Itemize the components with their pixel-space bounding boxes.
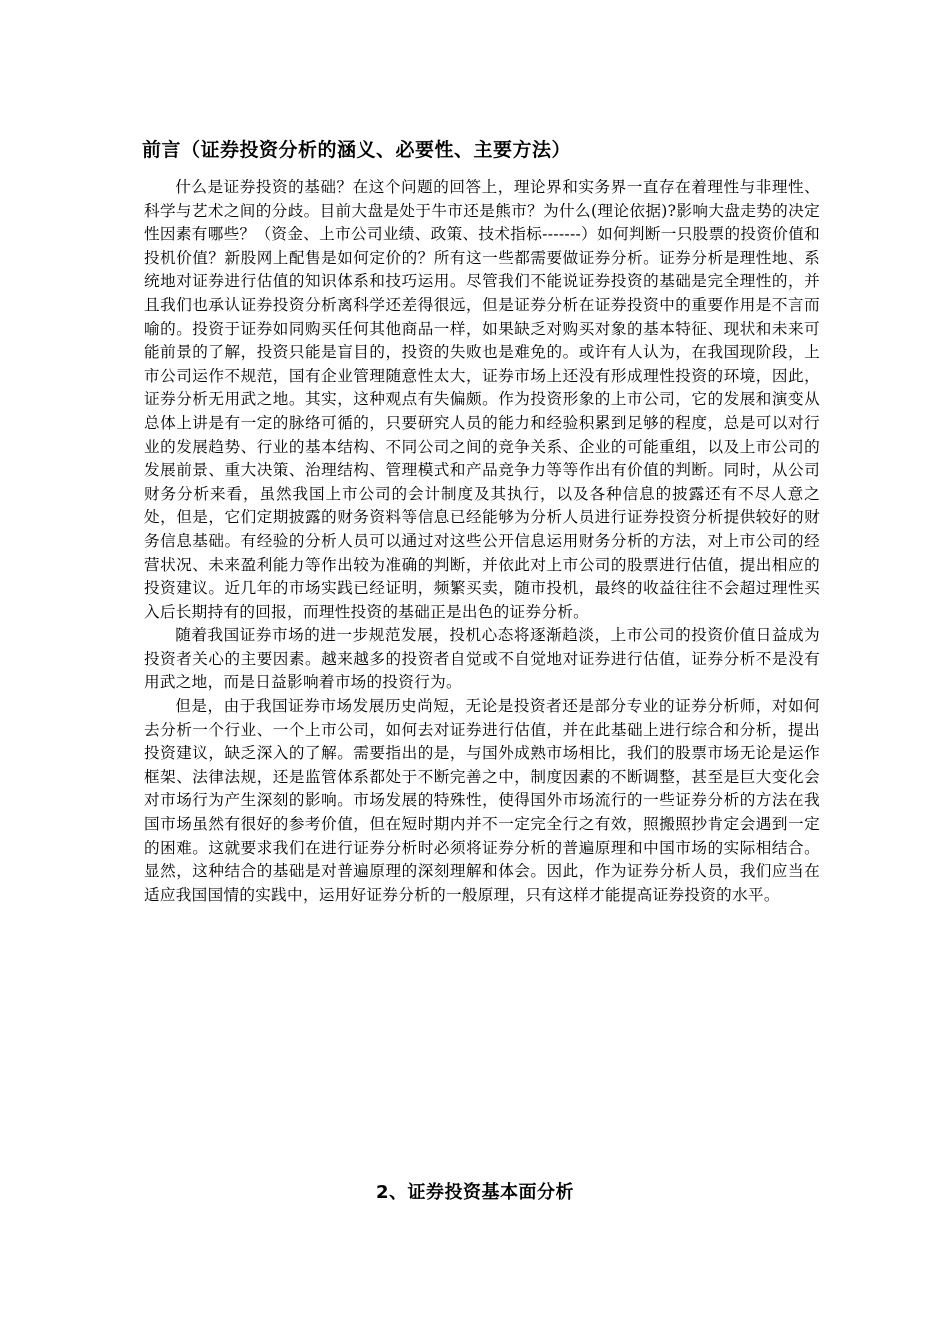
preface-body: [144, 176, 820, 907]
preface-heading: 前言（证券投资分析的涵义、必要性、主要方法）: [142, 139, 572, 161]
paragraph-2: 随着我国证券市场的进一步规范发展，投机心态将逐渐趋淡，上市公司的投资价值日益成为投资者关心的主要因素。越来越多的投资者自觉或不自觉地对证券进行估值，证券分析不是没有用武之地，而是日益影响着市场的投资行为。: [144, 626, 820, 692]
section-title: 2、证券投资基本面分析: [375, 1182, 575, 1203]
paragraph-1: 什么是证券投资的基础？在这个问题的回答上，理论界和实务界一直存在着理性与非理性、科学与艺术之间的分歧。目前大盘是处于牛市还是熊市？为什么(理论依据)?影响大盘走势的决定性因素有哪些？（资金、上市公司业绩、政策、技术指标-------）如何判断一只股票的投资价值和投机价值？新股网上配售是如何定价的？所有这一些都需要做证券分析。证券分析是理性地、系统地对证券进行估值的知识体系和技巧运用。尽管我们不能说证券投资的基础是完全理性的，并且我们也承认证券投资分析离科学还差得很远，但是证券分析在证券投资中的重要作用是不言而喻的。投资于证券如同购买任何其他商品一样，如果缺乏对购买对象的基本特征、现状和未来可能前景的了解，投资只能是盲目的，投资的失败也是难免的。或许有人认为，在我国现阶段，上市公司运作不规范，国有企业管理随意性太大，证券市场上还没有形成理性投资的环境，因此，证券分析无用武之地。其实，这种观点有失偏颇。作为投资形象的上市公司，它的发展和演变从总体上讲是有一定的脉络可循的，只要研究人员的能力和经验积累到足够的程度，总是可以对行业的发展趋势、行业的基本结构、不同公司之间的竞争关系、企业的可能重组，以及上市公司的发展前景、重大决策、治理结构、管理模式和产品竞争力等等作出有价值的判断。同时，从公司财务分析来看，虽然我国上市公司的会计制度及其执行，以及各种信息的披露还有不尽人意之处，但是，它们定期披露的财务资料等信息已经能够为分析人员进行证券投资分析提供较好的财务信息基础。有经验的分析人员可以通过对这些公开信息运用财务分析的方法，对上市公司的经营状况、未来盈利能力等作出较为准确的判断，并依此对上市公司的股票进行估值，提出相应的投资建议。近几年的市场实践已经证明，频繁买卖，随市投机，最终的收益往往不会超过理性买入后长期持有的回报，而理性投资的基础正是出色的证券分析。: [144, 178, 820, 621]
paragraph-3: 但是，由于我国证券市场发展历史尚短，无论是投资者还是部分专业的证券分析师，对如何去分析一个行业、一个上市公司，如何去对证券进行估值，并在此基础上进行综合和分析，提出投资建议，缺乏深入的了解。需要指出的是，与国外成熟市场相比，我们的股票市场无论是运作框架、法律法规，还是监管体系都处于不断完善之中，制度因素的不断调整，甚至是巨大变化会对市场行为产生深刻的影响。市场发展的特殊性，使得国外市场流行的一些证券分析的方法在我国市场虽然有很好的参考价值，但在短时期内并不一定完全行之有效，照搬照抄肯定会遇到一定的困难。这就要求我们在进行证券分析时必须将证券分析的普遍原理和中国市场的实际相结合。显然，这种结合的基础是对普遍原理的深刻理解和体会。因此，作为证券分析人员，我们应当在适应我国国情的实践中，运用好证券分析的一般原理，只有这样才能提高证券投资的水平。: [144, 697, 820, 904]
